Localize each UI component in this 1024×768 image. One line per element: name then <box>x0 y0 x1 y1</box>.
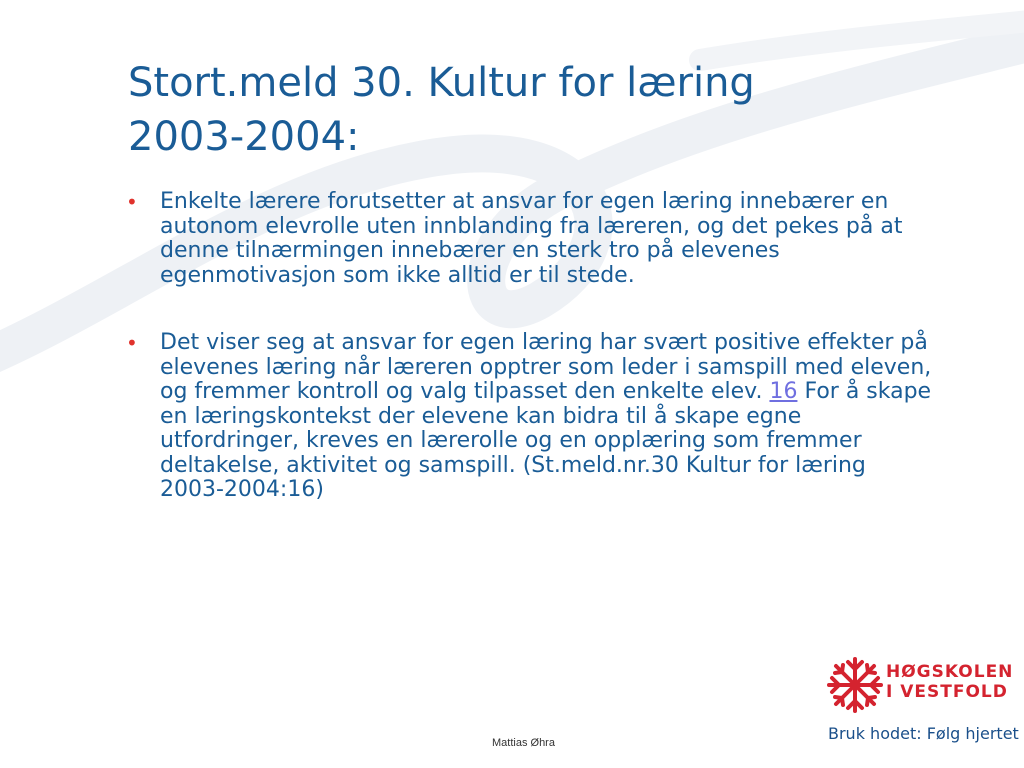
footer-author: Mattias Øhra <box>492 737 555 749</box>
logo-name-line-2: I VESTFOLD <box>886 682 1008 702</box>
bullet-item-1 <box>126 190 936 288</box>
logo-name-line-1: HØGSKOLEN <box>886 662 1014 682</box>
reference-link[interactable]: 16 <box>769 379 798 404</box>
bullet-2-text-start: Det viser seg at ansvar for egen læring har svært positive effekter på elevenes læring når læreren opptrer som leder i samspill med eleven, og fremmer kontroll og valg tilpasset den enkelte elev. <box>160 330 932 404</box>
bullet-1-text: Enkelte lærere forutsetter at ansvar for egen læring innebærer en autonom elevrolle uten innblanding fra læreren, og det pekes på at denne tilnærmingen innebærer en sterk tro på elevenes egenmotivasjon som ikke alltid er til stede. <box>160 189 903 288</box>
bullet-2-text-end: For å skape en læringskontekst der elevene kan bidra til å skape egne utfordringer, kreves en lærerolle og en opplæring som fremmer deltakelse, aktivitet og samspill. (St.meld.nr.30 Kultur for læring 2003-2004:16) <box>160 379 932 502</box>
slide-title <box>128 56 948 164</box>
logo-tagline: Bruk hodet: Følg hjertet <box>828 724 1019 743</box>
bullet-marker: • <box>126 190 138 214</box>
title-line-2: 2003-2004: <box>128 114 360 160</box>
title-line-1: Stort.meld 30. Kultur for læring <box>128 60 755 106</box>
bullet-list <box>126 190 936 546</box>
snowflake-emblem-icon <box>826 656 884 714</box>
school-logo <box>824 654 1019 750</box>
logo-name <box>886 662 1013 702</box>
bullet-item-2 <box>126 331 936 503</box>
bullet-marker: • <box>126 331 138 355</box>
